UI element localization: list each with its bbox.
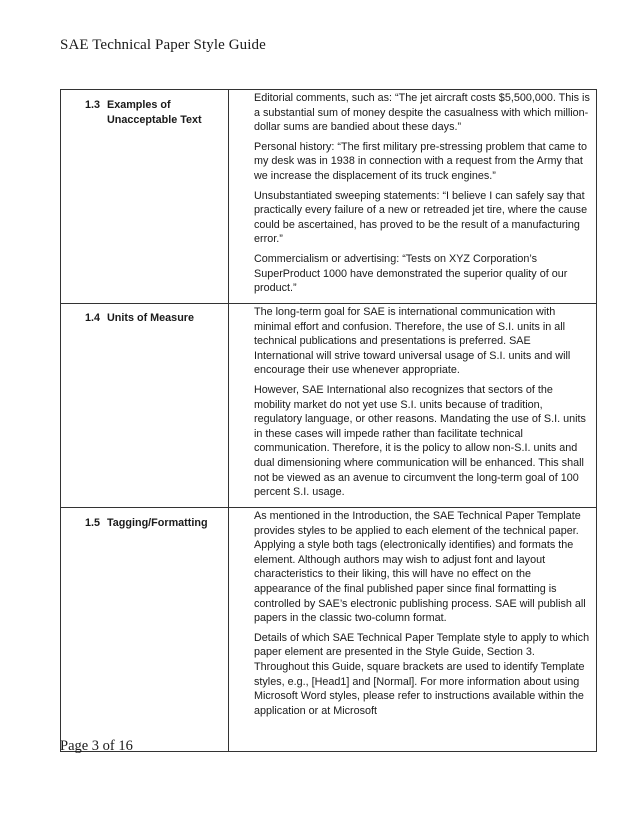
- section-body-cell: [229, 304, 597, 508]
- section-paragraph: However, SAE International also recognizes that sectors of the mobility market do not yet use S.I. units because of tradition, regulatory language, or other reasons. Mandating the use of S.I. units in these cases will impede rather than facilitate technical communication. Therefore, it is the policy to allow non-S.I. units and dual dimensioning where communication will be enhanced. This shall not be viewed as an avenue to circumvent the long-term goal of 100 percent S.I. usage.: [254, 383, 586, 499]
- section-row-1-4: [61, 304, 597, 508]
- section-label-cell: [61, 90, 229, 304]
- section-paragraph: Unsubstantiated sweeping statements: “I believe I can safely say that practically every failure of a new or retreaded jet tire, where the cause could be ascertained, has proved to be the result of a manufacturing error.”: [254, 189, 588, 246]
- page-number: Page 3 of 16: [60, 738, 133, 754]
- section-paragraph: Personal history: “The first military pre-stressing problem that came to my desk was in 1938 in connection with a request from the Army that we increase the displacement of its truck engines.”: [254, 140, 588, 182]
- section-row-1-5: [61, 508, 597, 752]
- section-label-cell: [61, 508, 229, 752]
- section-paragraph: The long-term goal for SAE is international communication with minimal effort and confusion. Therefore, the use of S.I. units in all technical publications and presentations is preferred. SAE International will strive toward universal usage of S.I. units and will encourage their use whenever appropriate.: [254, 306, 571, 377]
- style-guide-table: [60, 89, 597, 752]
- section-label: [61, 90, 228, 127]
- section-label: [61, 508, 228, 531]
- section-paragraph: Commercialism or advertising: “Tests on XYZ Corporation’s SuperProduct 1000 have demonstrated the superior quality of our product.”: [254, 252, 568, 295]
- section-row-1-3: [61, 90, 597, 304]
- section-paragraph: Editorial comments, such as: “The jet aircraft costs $5,500,000. This is a substantial sum of money despite the casualness with which million-dollar sums are bandied about these days.”: [254, 92, 590, 134]
- section-number: 1.5: [85, 517, 101, 529]
- section-label-cell: [61, 304, 229, 508]
- section-title: Examples of Unacceptable Text: [107, 99, 202, 126]
- section-number: 1.4: [85, 312, 101, 324]
- section-body-cell: [229, 90, 597, 304]
- section-title: Units of Measure: [107, 312, 194, 324]
- section-body-cell: [229, 508, 597, 752]
- section-paragraph: Details of which SAE Technical Paper Template style to apply to which paper element are presented in the Style Guide, Section 3. Throughout this Guide, square brackets are used to identify Template styles, e.g., [Head1] and [Normal]. For more information about using Microsoft Word styles, please refer to instructions available within the application or at Microsoft: [254, 631, 590, 717]
- section-label: [61, 304, 228, 326]
- page-header: SAE Technical Paper Style Guide: [60, 37, 266, 53]
- section-number: 1.3: [85, 99, 101, 111]
- section-paragraph: As mentioned in the Introduction, the SAE Technical Paper Template provides styles to be applied to each element of the technical paper. Applying a style both tags (electronically identifies) and formats the element. Although authors may wish to adjust font and layout characteristics to their liking, this will have no effect on the appearance of the final published paper since final formatting is controlled by SAE’s electronic publishing process. SAE will publish all papers in the classic two-column format.: [254, 510, 586, 625]
- section-title: Tagging/Formatting: [107, 517, 208, 529]
